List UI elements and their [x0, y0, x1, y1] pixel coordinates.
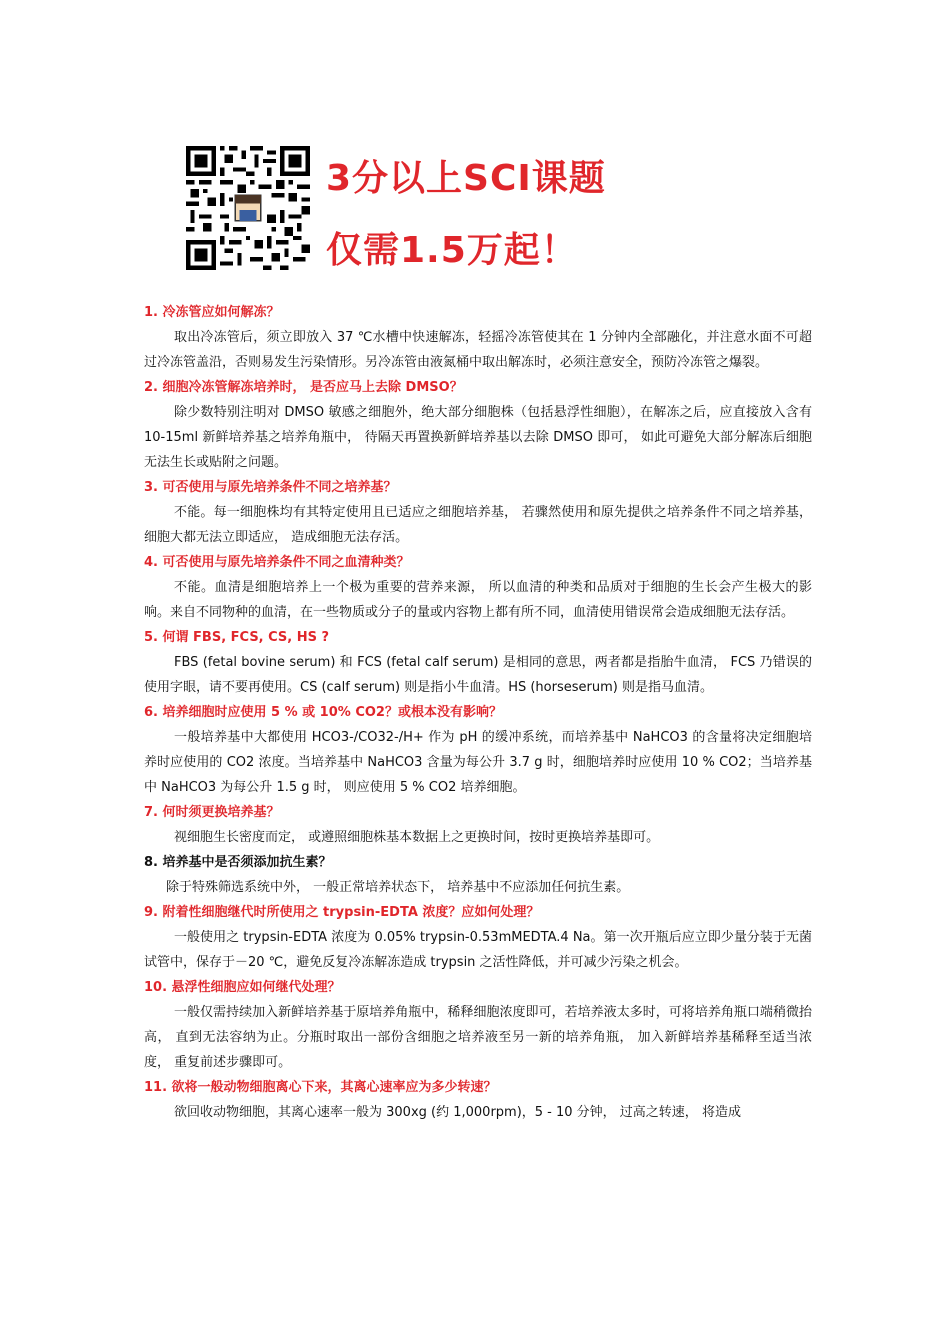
- question-11: 11. 欲将一般动物细胞离心下来，其离心速率应为多少转速？: [144, 1080, 497, 1095]
- question-1: 1. 冷冻管应如何解冻？: [144, 305, 280, 320]
- promo-line-2: 仅需1.5万起！: [326, 230, 578, 271]
- qr-code-icon[interactable]: [186, 146, 310, 270]
- question-3: 3. 可否使用与原先培养条件不同之培养基？: [144, 480, 397, 495]
- answer-8: 除于特殊筛选系统中外， 一般正常培养状态下， 培养基中不应添加任何抗生素。: [166, 880, 630, 895]
- answer-6: 一般培养基中大都使用 HCO3-/CO32-/H+ 作为 pH 的缓冲系统，而培养基中 NaHCO3 的含量将决定细胞培养时应使用的 CO2 浓度。当培养基中 NaHCO3 含量为每公升 3.7 g 时，细胞培养时应使用 10 % CO2；当培养基中 NaHCO3 为每公升 1.5 g 时， 则应使用 5 % CO2 培养细胞。: [144, 730, 812, 795]
- answer-7: 视细胞生长密度而定， 或遵照细胞株基本数据上之更换时间，按时更换培养基即可。: [174, 830, 660, 845]
- faq-content: [144, 300, 812, 1125]
- question-5: 5. 何谓 FBS, FCS, CS, HS ?: [144, 630, 330, 645]
- question-10: 10. 悬浮性细胞应如何继代处理？: [144, 980, 341, 995]
- promo-line-1: 3分以上SCI课题: [326, 158, 606, 199]
- question-6: 6. 培养细胞时应使用 5 % 或 10% CO2？或根本没有影响？: [144, 705, 502, 720]
- answer-9: 一般使用之 trypsin-EDTA 浓度为 0.05% trypsin-0.53mMEDTA.4 Na。第一次开瓶后应立即少量分装于无菌试管中，保存于－20 ℃，避免反复冷冻解冻造成 trypsin 之活性降低，并可减少污染之机会。: [144, 930, 812, 970]
- answer-4: 不能。血清是细胞培养上一个极为重要的营养来源， 所以血清的种类和品质对于细胞的生长会产生极大的影响。来自不同物种的血清，在一些物质或分子的量或内容物上都有所不同，血清使用错误常会造成细胞无法存活。: [144, 580, 812, 620]
- question-9: 9. 附着性细胞继代时所使用之 trypsin-EDTA 浓度？应如何处理？: [144, 905, 540, 920]
- question-4: 4. 可否使用与原先培养条件不同之血清种类？: [144, 555, 410, 570]
- answer-2: 除少数特别注明对 DMSO 敏感之细胞外，绝大部分细胞株（包括悬浮性细胞），在解冻之后，应直接放入含有 10-15ml 新鲜培养基之培养角瓶中， 待隔天再置换新鲜培养基以去除 DMSO 即可， 如此可避免大部分解冻后细胞无法生长或贴附之问题。: [144, 405, 812, 470]
- answer-1: 取出冷冻管后，须立即放入 37 ℃水槽中快速解冻，轻摇冷冻管使其在 1 分钟内全部融化，并注意水面不可超过冷冻管盖沿，否则易发生污染情形。另冷冻管由液氮桶中取出解冻时，必须注意安全，预防冷冻管之爆裂。: [144, 330, 812, 370]
- question-2: 2. 细胞冷冻管解冻培养时， 是否应马上去除 DMSO？: [144, 380, 463, 395]
- answer-5: FBS (fetal bovine serum) 和 FCS (fetal calf serum) 是相同的意思，两者都是指胎牛血清， FCS 乃错误的使用字眼，请不要再使用。CS (calf serum) 则是指小牛血清。HS (horseserum) 则是指马血清。: [144, 655, 812, 695]
- answer-3: 不能。每一细胞株均有其特定使用且已适应之细胞培养基， 若骤然使用和原先提供之培养条件不同之培养基， 细胞大都无法立即适应， 造成细胞无法存活。: [144, 505, 812, 545]
- question-8: 8. 培养基中是否须添加抗生素？: [144, 855, 332, 870]
- promo-banner: [186, 146, 616, 276]
- question-7: 7. 何时须更换培养基？: [144, 805, 280, 820]
- answer-11: 欲回收动物细胞，其离心速率一般为 300xg (约 1,000rpm)，5 - 10 分钟， 过高之转速， 将造成: [174, 1105, 741, 1120]
- answer-10: 一般仅需持续加入新鲜培养基于原培养角瓶中，稀释细胞浓度即可，若培养液太多时，可将培养角瓶口端稍微抬高， 直到无法容纳为止。分瓶时取出一部份含细胞之培养液至另一新的培养角瓶， 加入新鲜培养基稀释至适当浓度， 重复前述步骤即可。: [144, 1005, 812, 1070]
